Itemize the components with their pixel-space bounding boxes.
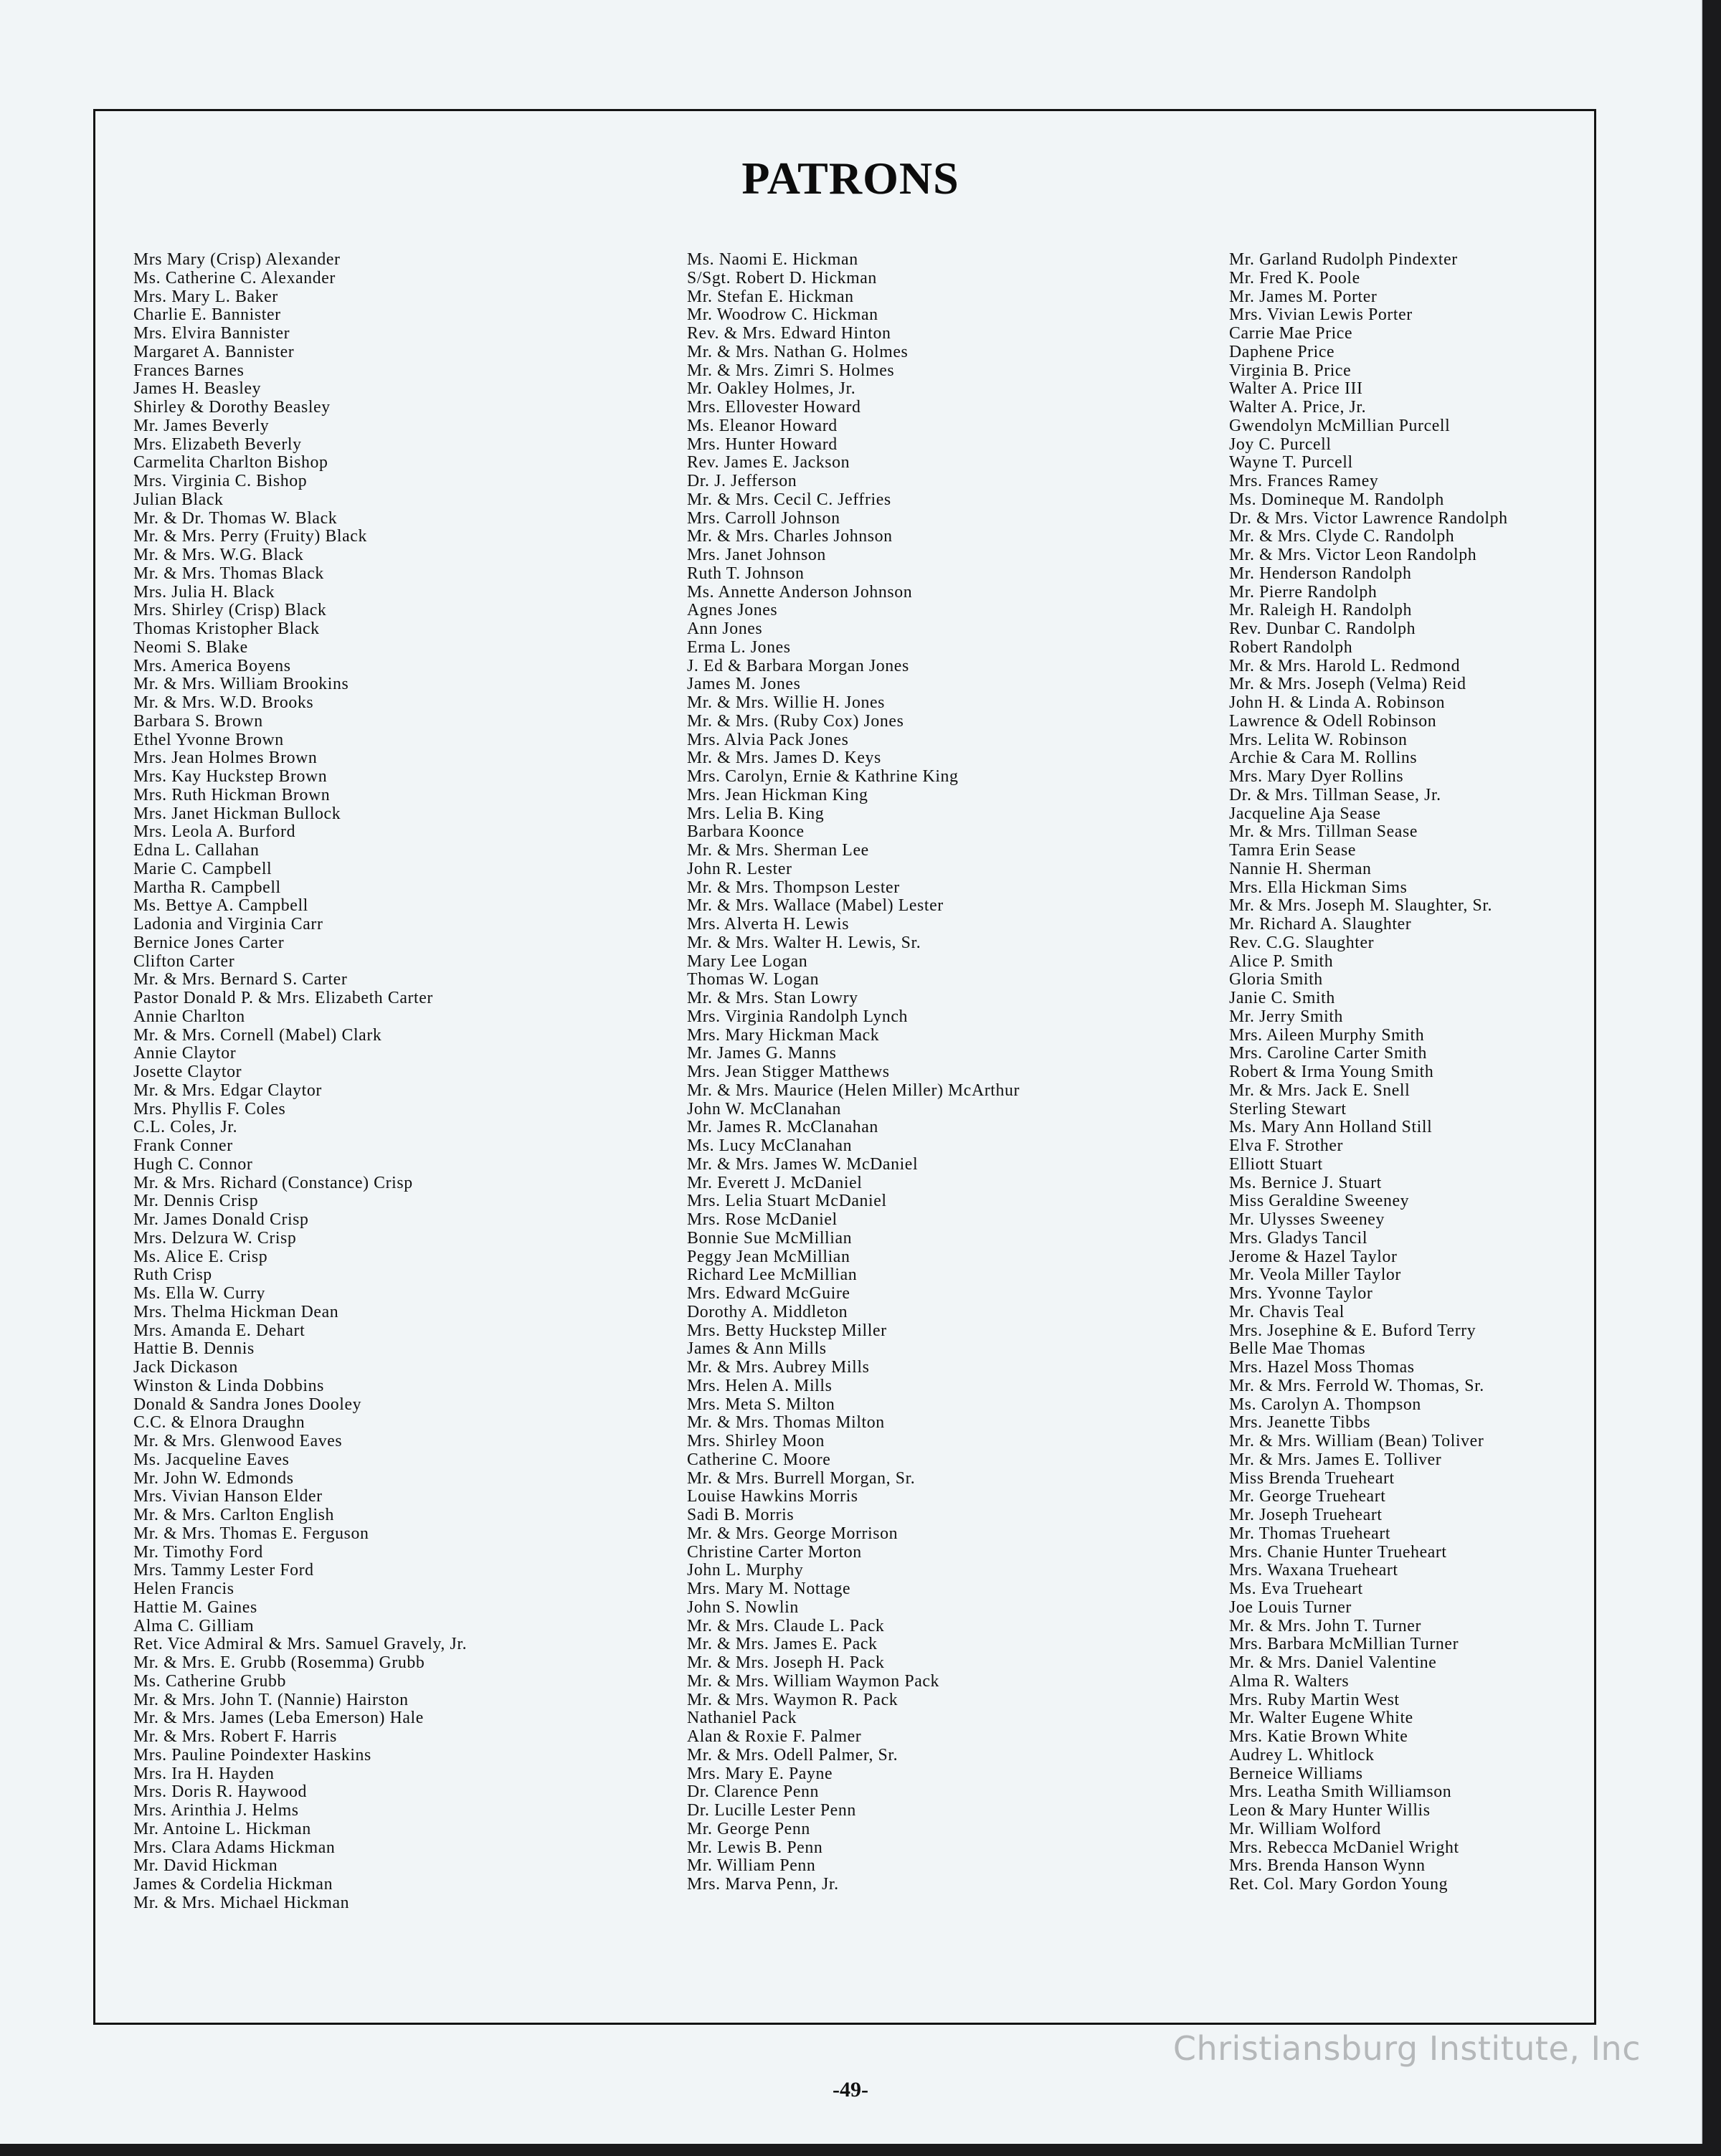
patron-entry: Alma R. Walters <box>1229 1671 1350 1691</box>
patron-entry: Robert Randolph <box>1229 637 1353 657</box>
patron-entry: Mr. & Mrs. Jack E. Snell <box>1229 1081 1411 1100</box>
patron-entry: Mrs. Amanda E. Dehart <box>133 1321 305 1340</box>
patron-entry: Donald & Sandra Jones Dooley <box>133 1395 362 1414</box>
patron-entry: Mrs. Thelma Hickman Dean <box>133 1302 339 1321</box>
patron-entry: Ruth Crisp <box>133 1265 212 1285</box>
patron-entry: Mrs. Ira H. Hayden <box>133 1764 275 1783</box>
patron-entry: Walter A. Price III <box>1229 379 1363 399</box>
patron-entry: Mr. James R. McClanahan <box>687 1118 878 1137</box>
patron-entry: Mrs. Elvira Bannister <box>133 324 290 343</box>
patron-entry: Mr. George Trueheart <box>1229 1487 1386 1506</box>
patron-entry: Mr. John W. Edmonds <box>133 1468 294 1488</box>
patron-entry: Mrs. Mary Hickman Mack <box>687 1025 880 1045</box>
patron-entry: Mr. Joseph Trueheart <box>1229 1506 1383 1524</box>
patron-entry: Mrs. Lelia B. King <box>687 804 825 823</box>
patron-entry: Mrs. Alverta H. Lewis <box>687 915 850 934</box>
patron-entry: Neomi S. Blake <box>133 637 248 657</box>
patron-entry: Mr. & Mrs. Joseph H. Pack <box>687 1653 885 1672</box>
patron-entry: Mr. Ulysses Sweeney <box>1229 1210 1385 1229</box>
patron-entry: Ms. Catherine Grubb <box>133 1671 286 1691</box>
patron-entry: Mrs. Kay Huckstep Brown <box>133 767 328 786</box>
patron-entry: Frank Conner <box>133 1136 233 1155</box>
patron-entry: Margaret A. Bannister <box>133 342 295 361</box>
patron-entry: Mrs. Pauline Poindexter Haskins <box>133 1745 371 1765</box>
patron-entry: Mr. Dennis Crisp <box>133 1192 259 1211</box>
patron-entry: Mr. & Mrs. Walter H. Lewis, Sr. <box>687 933 921 952</box>
patron-entry: Mr. Walter Eugene White <box>1229 1709 1413 1728</box>
patron-entry: Ms. Bettye A. Campbell <box>133 896 308 916</box>
patron-entry: Mrs. Phyllis F. Coles <box>133 1099 286 1119</box>
patron-entry: Gloria Smith <box>1229 970 1323 989</box>
patron-entry: Winston & Linda Dobbins <box>133 1376 325 1395</box>
patron-entry: Mr. & Mrs. Carlton English <box>133 1506 335 1524</box>
patron-entry: Mr. & Mrs. Harold L. Redmond <box>1229 656 1461 675</box>
patron-entry: Rev. C.G. Slaughter <box>1229 933 1375 952</box>
patron-entry: Mr. & Mrs. Clyde C. Randolph <box>1229 527 1455 546</box>
patron-entry: Mrs. America Boyens <box>133 656 291 675</box>
patron-entry: Mr. & Mrs. Nathan G. Holmes <box>687 342 909 361</box>
patron-entry: Sadi B. Morris <box>687 1506 795 1524</box>
patron-entry: Shirley & Dorothy Beasley <box>133 398 331 417</box>
patron-entry: Mr. & Mrs. Ferrold W. Thomas, Sr. <box>1229 1376 1484 1395</box>
patron-entry: Elliott Stuart <box>1229 1154 1323 1174</box>
patron-entry: Mr. Stefan E. Hickman <box>687 287 854 306</box>
patron-entry: Mrs. Mary E. Payne <box>687 1764 833 1783</box>
patron-entry: Mr. Richard A. Slaughter <box>1229 915 1412 934</box>
patron-entry: Mr. & Mrs. James W. McDaniel <box>687 1154 919 1174</box>
patron-entry: John W. McClanahan <box>687 1099 842 1119</box>
patron-entry: Mary Lee Logan <box>687 951 808 971</box>
patron-entry: Alma C. Gilliam <box>133 1616 255 1635</box>
patron-entry: Mr. Lewis B. Penn <box>687 1838 823 1857</box>
patron-entry: Mrs. Chanie Hunter Trueheart <box>1229 1542 1447 1562</box>
patron-entry: S/Sgt. Robert D. Hickman <box>687 268 877 288</box>
patron-entry: Mr. & Mrs. William Waymon Pack <box>687 1671 940 1691</box>
patron-entry: Mrs. Rebecca McDaniel Wright <box>1229 1838 1459 1857</box>
patron-entry: Ms. Annette Anderson Johnson <box>687 582 913 602</box>
patron-entry: Mr. James M. Porter <box>1229 287 1378 306</box>
patron-entry: Mr. & Mrs. Daniel Valentine <box>1229 1653 1437 1672</box>
patron-entry: Mr. William Wolford <box>1229 1819 1381 1838</box>
patron-entry: Mrs. Elizabeth Beverly <box>133 434 302 454</box>
patron-entry: Leon & Mary Hunter Willis <box>1229 1801 1431 1820</box>
watermark: Christiansburg Institute, Inc <box>1172 2029 1641 2068</box>
patron-entry: Miss Geraldine Sweeney <box>1229 1192 1410 1211</box>
patron-entry: Alan & Roxie F. Palmer <box>687 1727 862 1746</box>
patron-entry: Mr. & Mrs. Michael Hickman <box>133 1893 350 1912</box>
patron-entry: Mrs. Barbara McMillian Turner <box>1229 1635 1459 1654</box>
patron-entry: Virginia B. Price <box>1229 361 1352 380</box>
patron-entry: Mr. & Mrs. Burrell Morgan, Sr. <box>687 1468 916 1488</box>
patron-entry: Mrs. Leatha Smith Williamson <box>1229 1782 1452 1802</box>
patron-entry: Ms. Mary Ann Holland Still <box>1229 1118 1433 1137</box>
patron-entry: Mr. & Mrs. James (Leba Emerson) Hale <box>133 1709 424 1728</box>
patron-entry: Ret. Col. Mary Gordon Young <box>1229 1875 1449 1894</box>
patron-entry: Mrs. Vivian Hanson Elder <box>133 1487 323 1506</box>
patron-entry: Mrs. Shirley (Crisp) Black <box>133 601 327 620</box>
patron-entry: Erma L. Jones <box>687 637 791 657</box>
patron-entry: Daphene Price <box>1229 342 1335 361</box>
patron-entry: Mr. James Beverly <box>133 416 270 435</box>
patron-entry: Mr. & Mrs. Sherman Lee <box>687 841 869 860</box>
patron-entry: Dr. & Mrs. Tillman Sease, Jr. <box>1229 785 1441 804</box>
patron-entry: Mr. Everett J. McDaniel <box>687 1173 863 1192</box>
patron-entry: Christine Carter Morton <box>687 1542 862 1562</box>
patron-entry: Rev. James E. Jackson <box>687 453 850 472</box>
patron-entry: Lawrence & Odell Robinson <box>1229 711 1437 731</box>
page-title: PATRONS <box>741 153 959 204</box>
patron-entry: Pastor Donald P. & Mrs. Elizabeth Carter <box>133 989 433 1007</box>
patron-entry: Mrs. Jean Hickman King <box>687 785 868 804</box>
patron-entry: Mr. & Mrs. Edgar Claytor <box>133 1081 322 1100</box>
patron-entry: Annie Charlton <box>133 1007 245 1026</box>
patron-entry: Carrie Mae Price <box>1229 324 1353 343</box>
patron-entry: Mr. & Mrs. John T. Turner <box>1229 1616 1421 1635</box>
patron-entry: Robert & Irma Young Smith <box>1229 1063 1434 1081</box>
patron-entry: J. Ed & Barbara Morgan Jones <box>687 656 909 675</box>
patron-entry: John H. & Linda A. Robinson <box>1229 693 1446 712</box>
patron-entry: Archie & Cara M. Rollins <box>1229 749 1418 768</box>
patron-entry: Mr. & Mrs. Stan Lowry <box>687 989 858 1007</box>
patron-entry: Mrs. Josephine & E. Buford Terry <box>1229 1321 1476 1340</box>
patron-entry: Mr. Jerry Smith <box>1229 1007 1344 1026</box>
patron-entry: Mr. & Mrs. Cecil C. Jeffries <box>687 490 891 509</box>
patron-entry: Richard Lee McMillian <box>687 1265 858 1285</box>
patron-entry: Martha R. Campbell <box>133 878 281 897</box>
patron-entry: Rev. & Mrs. Edward Hinton <box>687 324 891 343</box>
patron-entry: Mrs. Hunter Howard <box>687 434 838 454</box>
patron-entry: Mrs. Doris R. Haywood <box>133 1782 307 1802</box>
patron-entry: Mrs. Aileen Murphy Smith <box>1229 1025 1425 1045</box>
patron-entry: James & Ann Mills <box>687 1339 827 1359</box>
patron-entry: Mr. William Penn <box>687 1856 816 1876</box>
patron-entry: Bernice Jones Carter <box>133 933 285 952</box>
patron-entry: Mr. & Mrs. Aubrey Mills <box>687 1358 870 1377</box>
patron-entry: Dr. Lucille Lester Penn <box>687 1801 856 1820</box>
patron-entry: Mr. & Mrs. Cornell (Mabel) Clark <box>133 1025 382 1045</box>
patron-entry: John R. Lester <box>687 859 792 878</box>
patron-entry: Barbara Koonce <box>687 822 805 842</box>
patron-entry: Ruth T. Johnson <box>687 564 805 583</box>
patron-entry: Julian Black <box>133 490 224 509</box>
patron-entry: Marie C. Campbell <box>133 859 272 878</box>
patron-entry: Mr. & Mrs. Maurice (Helen Miller) McArthur <box>687 1081 1020 1100</box>
patron-entry: Mrs. Jean Stigger Matthews <box>687 1063 890 1081</box>
patron-entry: Helen Francis <box>133 1580 234 1598</box>
patron-entry: Barbara S. Brown <box>133 711 263 731</box>
patron-entry: Mr. & Mrs. Joseph (Velma) Reid <box>1229 675 1466 694</box>
patron-entry: Ms. Carolyn A. Thompson <box>1229 1395 1421 1414</box>
patron-entry: Bonnie Sue McMillian <box>687 1228 853 1248</box>
patron-entry: Thomas Kristopher Black <box>133 619 320 638</box>
patron-entry: Mr. Fred K. Poole <box>1229 268 1360 288</box>
patron-entry: Mr. & Mrs. Glenwood Eaves <box>133 1432 343 1450</box>
patron-entry: Mr. & Mrs. Waymon R. Pack <box>687 1690 899 1709</box>
patron-entry: Ms. Bernice J. Stuart <box>1229 1173 1382 1192</box>
patron-entry: Mr. Oakley Holmes, Jr. <box>687 379 856 399</box>
patron-entry: James H. Beasley <box>133 379 262 399</box>
patron-entry: Nannie H. Sherman <box>1229 859 1372 878</box>
patron-entry: Mr. & Dr. Thomas W. Black <box>133 508 338 528</box>
patron-entry: Ms. Lucy McClanahan <box>687 1136 853 1155</box>
patron-entry: John S. Nowlin <box>687 1597 799 1617</box>
patron-entry: Mrs. Jean Holmes Brown <box>133 749 318 768</box>
patron-entry: Mrs. Brenda Hanson Wynn <box>1229 1856 1426 1876</box>
patron-entry: Mr. David Hickman <box>133 1856 278 1876</box>
patron-entry: Mrs. Ella Hickman Sims <box>1229 878 1408 897</box>
patron-entry: Mr. & Mrs. Odell Palmer, Sr. <box>687 1745 899 1765</box>
patron-entry: Mrs. Mary M. Nottage <box>687 1580 851 1598</box>
patron-entry: Janie C. Smith <box>1229 989 1335 1007</box>
patron-entry: Mrs. Katie Brown White <box>1229 1727 1408 1746</box>
patron-entry: Mrs. Waxana Trueheart <box>1229 1561 1398 1580</box>
patron-entry: Thomas W. Logan <box>687 970 820 989</box>
patron-entry: Joy C. Purcell <box>1229 434 1332 454</box>
patrons-column-2 <box>687 251 1020 1894</box>
patron-entry: Mrs. Edward McGuire <box>687 1284 850 1303</box>
patron-entry: Mr. & Mrs. Bernard S. Carter <box>133 970 348 989</box>
patron-entry: Mr. & Mrs. James E. Tolliver <box>1229 1450 1442 1469</box>
patron-entry: Mr. & Mrs. Thomas Black <box>133 564 324 583</box>
patron-entry: Elva F. Strother <box>1229 1136 1344 1155</box>
patron-entry: Mr. & Mrs. Thomas Milton <box>687 1413 885 1433</box>
patron-entry: Mr. & Mrs. E. Grubb (Rosemma) Grubb <box>133 1653 425 1672</box>
patron-entry: Mr. James G. Manns <box>687 1044 837 1063</box>
page-number: -49- <box>833 2078 868 2102</box>
patron-entry: Ms. Ella W. Curry <box>133 1284 266 1303</box>
patron-entry: Mr. George Penn <box>687 1819 810 1838</box>
patron-entry: Walter A. Price, Jr. <box>1229 398 1367 417</box>
patron-entry: Mr. & Mrs. John T. (Nannie) Hairston <box>133 1690 409 1709</box>
patron-entry: Mrs. Arinthia J. Helms <box>133 1801 299 1820</box>
patrons-column-3 <box>1229 251 1508 1894</box>
patron-entry: Mrs. Betty Huckstep Miller <box>687 1321 887 1340</box>
patron-entry: Berneice Williams <box>1229 1764 1363 1783</box>
patron-entry: Hattie M. Gaines <box>133 1597 257 1617</box>
patron-entry: Mrs. Meta S. Milton <box>687 1395 835 1414</box>
patron-entry: Nathaniel Pack <box>687 1709 797 1728</box>
patron-entry: Mrs. Tammy Lester Ford <box>133 1561 314 1580</box>
patron-entry: Ethel Yvonne Brown <box>133 730 284 749</box>
patron-entry: Mrs. Ruby Martin West <box>1229 1690 1400 1709</box>
patron-entry: Mr. & Mrs. Tillman Sease <box>1229 822 1418 842</box>
patron-entry: Mr. Garland Rudolph Pindexter <box>1229 250 1458 269</box>
patron-entry: Annie Claytor <box>133 1044 237 1063</box>
patron-entry: Hattie B. Dennis <box>133 1339 255 1359</box>
patron-entry: Dr. & Mrs. Victor Lawrence Randolph <box>1229 508 1508 528</box>
patron-entry: Mr. & Mrs. George Morrison <box>687 1524 899 1543</box>
patron-entry: James & Cordelia Hickman <box>133 1875 333 1894</box>
patron-entry: Ms. Jacqueline Eaves <box>133 1450 290 1469</box>
patron-entry: Mrs. Julia H. Black <box>133 582 275 602</box>
patron-entry: Wayne T. Purcell <box>1229 453 1353 472</box>
patron-entry: Mr. & Mrs. Robert F. Harris <box>133 1727 337 1746</box>
patron-entry: Mrs. Clara Adams Hickman <box>133 1838 336 1857</box>
patron-entry: Mr. & Mrs. James D. Keys <box>687 749 881 768</box>
patron-entry: Dr. J. Jefferson <box>687 472 797 490</box>
patron-entry: Mrs. Caroline Carter Smith <box>1229 1044 1428 1063</box>
patron-entry: Mrs. Lelita W. Robinson <box>1229 730 1408 749</box>
patron-entry: Mr. James Donald Crisp <box>133 1210 309 1229</box>
patron-entry: Hugh C. Connor <box>133 1154 253 1174</box>
patron-entry: Mr. & Mrs. Charles Johnson <box>687 527 893 546</box>
patron-entry: Mr. Pierre Randolph <box>1229 582 1378 602</box>
patron-entry: Belle Mae Thomas <box>1229 1339 1366 1359</box>
patron-entry: Mrs. Alvia Pack Jones <box>687 730 849 749</box>
patron-entry: Jack Dickason <box>133 1358 238 1377</box>
patron-entry: Ladonia and Virginia Carr <box>133 915 323 934</box>
patron-entry: Mr. & Mrs. Wallace (Mabel) Lester <box>687 896 944 916</box>
patron-entry: Rev. Dunbar C. Randolph <box>1229 619 1416 638</box>
patron-entry: Mrs. Jeanette Tibbs <box>1229 1413 1371 1433</box>
patron-entry: Mrs. Hazel Moss Thomas <box>1229 1358 1415 1377</box>
patron-entry: Joe Louis Turner <box>1229 1597 1352 1617</box>
patron-entry: Alice P. Smith <box>1229 951 1334 971</box>
patron-entry: Catherine C. Moore <box>687 1450 831 1469</box>
patron-entry: Mrs Mary (Crisp) Alexander <box>133 250 341 269</box>
patron-entry: Mrs. Janet Johnson <box>687 546 826 564</box>
patron-entry: Ms. Eva Trueheart <box>1229 1580 1363 1598</box>
patron-entry: Mrs. Lelia Stuart McDaniel <box>687 1192 887 1211</box>
patron-entry: Mr. & Mrs. W.D. Brooks <box>133 693 314 712</box>
patron-entry: Mrs. Janet Hickman Bullock <box>133 804 341 823</box>
patron-entry: Gwendolyn McMillian Purcell <box>1229 416 1451 435</box>
patron-entry: Mr. & Mrs. Thomas E. Ferguson <box>133 1524 369 1543</box>
patron-entry: Mrs. Ellovester Howard <box>687 398 861 417</box>
patron-entry: Mr. & Mrs. Claude L. Pack <box>687 1616 885 1635</box>
patron-entry: Mr. & Mrs. James E. Pack <box>687 1635 878 1654</box>
patron-entry: Mrs. Virginia C. Bishop <box>133 472 308 490</box>
patron-entry: Mr. & Mrs. Richard (Constance) Crisp <box>133 1173 413 1192</box>
patron-entry: Mrs. Helen A. Mills <box>687 1376 833 1395</box>
patron-entry: Mrs. Delzura W. Crisp <box>133 1228 297 1248</box>
patron-entry: Mr. Veola Miller Taylor <box>1229 1265 1401 1285</box>
patron-entry: Ann Jones <box>687 619 763 638</box>
patron-entry: Ms. Eleanor Howard <box>687 416 838 435</box>
patron-entry: Mrs. Leola A. Burford <box>133 822 296 842</box>
patron-entry: Mr. & Mrs. Joseph M. Slaughter, Sr. <box>1229 896 1493 916</box>
patron-entry: Mr. Antoine L. Hickman <box>133 1819 311 1838</box>
patron-entry: Mr. & Mrs. William (Bean) Toliver <box>1229 1432 1484 1450</box>
patron-entry: Mr. & Mrs. Perry (Fruity) Black <box>133 527 367 546</box>
patron-entry: Mrs. Mary Dyer Rollins <box>1229 767 1404 786</box>
patron-entry: Mrs. Virginia Randolph Lynch <box>687 1007 908 1026</box>
patron-entry: Miss Brenda Trueheart <box>1229 1468 1395 1488</box>
patron-entry: Mrs. Shirley Moon <box>687 1432 825 1450</box>
patron-entry: Mrs. Rose McDaniel <box>687 1210 838 1229</box>
patron-entry: Jerome & Hazel Taylor <box>1229 1247 1398 1266</box>
patron-entry: Agnes Jones <box>687 601 778 620</box>
patron-entry: Ret. Vice Admiral & Mrs. Samuel Gravely, Jr. <box>133 1635 468 1654</box>
patron-entry: Tamra Erin Sease <box>1229 841 1357 860</box>
patron-entry: Clifton Carter <box>133 951 235 971</box>
patron-entry: Mrs. Yvonne Taylor <box>1229 1284 1373 1303</box>
patron-entry: Louise Hawkins Morris <box>687 1487 858 1506</box>
patron-entry: Josette Claytor <box>133 1063 242 1081</box>
patron-entry: Sterling Stewart <box>1229 1099 1347 1119</box>
patron-entry: Ms. Domineque M. Randolph <box>1229 490 1444 509</box>
patron-entry: Mrs. Vivian Lewis Porter <box>1229 305 1413 325</box>
patron-entry: C.L. Coles, Jr. <box>133 1118 238 1137</box>
patron-entry: Mr. & Mrs. Victor Leon Randolph <box>1229 546 1477 564</box>
patron-entry: Mrs. Frances Ramey <box>1229 472 1379 490</box>
patron-entry: Ms. Alice E. Crisp <box>133 1247 268 1266</box>
patron-entry: John L. Murphy <box>687 1561 804 1580</box>
patron-entry: Mrs. Mary L. Baker <box>133 287 278 306</box>
patron-entry: Dorothy A. Middleton <box>687 1302 848 1321</box>
patron-entry: Mr. Timothy Ford <box>133 1542 263 1562</box>
patron-entry: Mr. & Mrs. Willie H. Jones <box>687 693 885 712</box>
patron-entry: Mr. & Mrs. Thompson Lester <box>687 878 900 897</box>
patron-entry: Carmelita Charlton Bishop <box>133 453 328 472</box>
patron-entry: Mr. & Mrs. W.G. Black <box>133 546 304 564</box>
patron-entry: Mrs. Ruth Hickman Brown <box>133 785 331 804</box>
patron-entry: Mr. & Mrs. William Brookins <box>133 675 349 694</box>
patron-entry: James M. Jones <box>687 675 801 694</box>
patron-entry: Mr. Thomas Trueheart <box>1229 1524 1391 1543</box>
patron-entry: Charlie E. Bannister <box>133 305 281 325</box>
patron-entry: Ms. Catherine C. Alexander <box>133 268 336 288</box>
patron-entry: Ms. Naomi E. Hickman <box>687 250 858 269</box>
patron-entry: Mrs. Carroll Johnson <box>687 508 840 528</box>
patron-entry: Audrey L. Whitlock <box>1229 1745 1375 1765</box>
patron-entry: Frances Barnes <box>133 361 245 380</box>
patron-entry: Mrs. Gladys Tancil <box>1229 1228 1368 1248</box>
patron-entry: Edna L. Callahan <box>133 841 260 860</box>
patron-entry: Mr. Chavis Teal <box>1229 1302 1345 1321</box>
patron-entry: Mrs. Carolyn, Ernie & Kathrine King <box>687 767 959 786</box>
patron-entry: C.C. & Elnora Draughn <box>133 1413 305 1433</box>
patron-entry: Mr. Raleigh H. Randolph <box>1229 601 1413 620</box>
patron-entry: Mrs. Marva Penn, Jr. <box>687 1875 839 1894</box>
patron-entry: Peggy Jean McMillian <box>687 1247 850 1266</box>
patron-entry: Mr. Henderson Randolph <box>1229 564 1412 583</box>
patron-entry: Jacqueline Aja Sease <box>1229 804 1381 823</box>
patron-entry: Mr. Woodrow C. Hickman <box>687 305 878 325</box>
patron-entry: Dr. Clarence Penn <box>687 1782 819 1802</box>
patron-entry: Mr. & Mrs. (Ruby Cox) Jones <box>687 711 904 731</box>
patrons-column-1 <box>133 251 467 1913</box>
patron-entry: Mr. & Mrs. Zimri S. Holmes <box>687 361 895 380</box>
